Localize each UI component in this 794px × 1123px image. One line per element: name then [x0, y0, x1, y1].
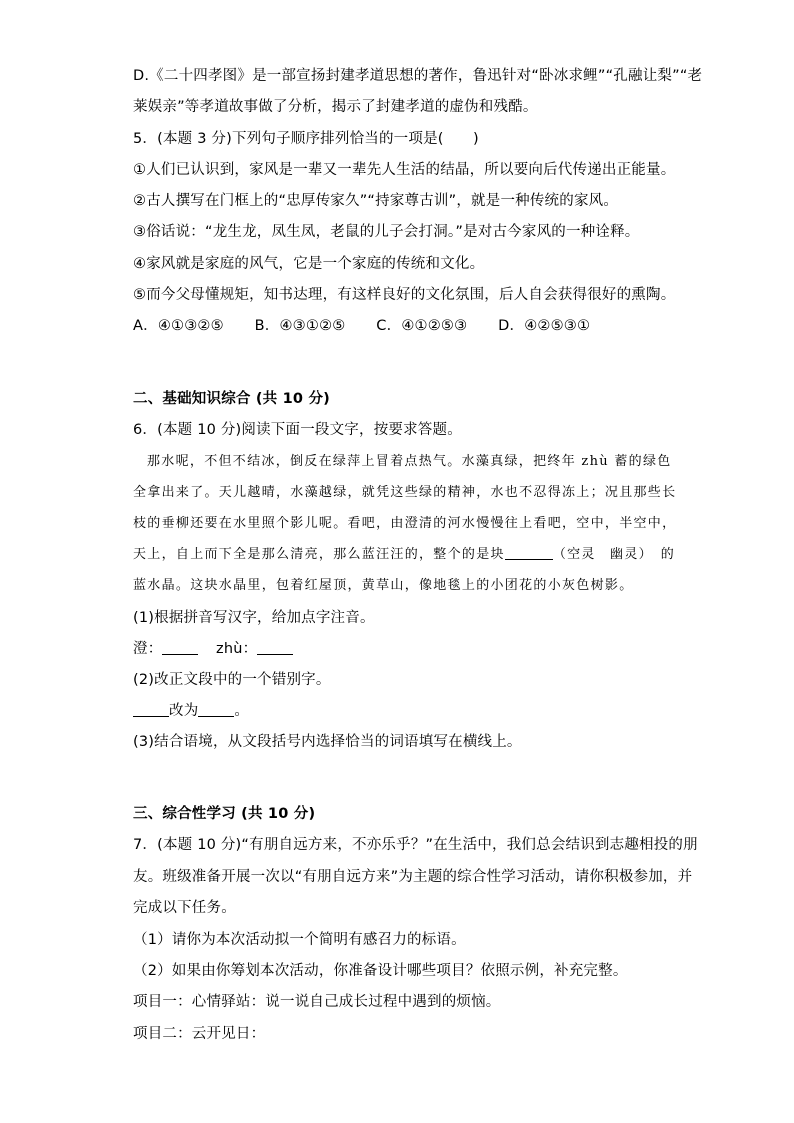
q7-stem-line1: 7．(本题 10 分)“有朋自远方来，不亦乐乎？”在生活中，我们总会结识到志趣相投的朋: [133, 837, 698, 853]
q7-task1: （1）请你为本次活动拟一个简明有感召力的标语。: [133, 932, 466, 948]
q6-sub2-blank-right[interactable]: [198, 702, 234, 717]
q6-sub2-answer: [133, 701, 249, 721]
q5-sentence-1: ①人们已认识到，家风是一辈又一辈先人生活的结晶，所以要向后代传递出正能量。: [133, 162, 676, 178]
q6-stem: 6．(本题 10 分)阅读下面一段文字，按要求答题。: [133, 422, 462, 438]
passage-line-1: 那水呢，不但不结冰，倒反在绿萍上冒着点热气。水藻真绿，把终年 zhù 蓄的绿色: [147, 454, 672, 469]
passage-line-4: [133, 539, 676, 570]
q7-stem-line3: 完成以下任务。: [133, 900, 236, 916]
passage-line-2: 全拿出来了。天儿越晴，水藻越绿，就凭这些绿的精神，水也不忍得冻上；况且那些长: [133, 485, 677, 500]
q5-option-d[interactable]: D．④②⑤③①: [498, 318, 591, 334]
q5-sentence-2: ②古人撰写在门框上的“忠厚传家久”“持家尊古训”，就是一种传统的家风。: [133, 193, 619, 209]
q6-sub1: (1)根据拼音写汉字，给加点字注音。: [133, 610, 375, 626]
section3-heading: 三、综合性学习 (共 10 分): [133, 806, 316, 822]
q6-sub2: (2)改正文段中的一个错别字。: [133, 672, 331, 688]
q5-option-c[interactable]: C．④①②⑤③: [376, 318, 468, 334]
q6-sub2-label: 改为: [169, 703, 199, 719]
q5-sentence-4: ④家风就是家庭的风气，它是一个家庭的传统和文化。: [133, 256, 485, 272]
q4-option-d-line2: 莱娱亲”等孝道故事做了分析，揭示了封建孝道的虚伪和残酷。: [133, 99, 538, 115]
q5-sentence-3: ③俗话说：“龙生龙，凤生凤，老鼠的儿子会打洞。”是对古今家风的一种诠释。: [133, 224, 640, 240]
q5-option-b[interactable]: B．④③①②⑤: [254, 318, 346, 334]
passage-line-4-choice: （空灵 幽灵） 的: [552, 547, 676, 562]
q6-passage: [133, 446, 677, 601]
passage-line-3: 枝的垂柳还要在水里照个影儿呢。看吧，由澄清的河水慢慢往上看吧，空中，半空中，: [133, 516, 677, 531]
q6-sub1-blank-a[interactable]: [162, 640, 198, 655]
q4-option-d-line1: D.《二十四孝图》是一部宣扬封建孝道思想的著作，鲁迅针对“卧冰求鲤”“孔融让梨”“老: [133, 68, 703, 84]
q7-item2: 项目二：云开见日：: [133, 1026, 266, 1042]
q7-stem-line2: 友。班级准备开展一次以“有朋自远方来”为主题的综合性学习活动，请你积极参加，并: [133, 869, 693, 885]
q7-task2: （2）如果由你筹划本次活动，你准备设计哪些项目？依照示例，补充完整。: [133, 963, 628, 979]
q6-sub1-blank-b[interactable]: [257, 640, 293, 655]
q6-sub1-label-a: 澄：: [133, 641, 163, 657]
q7-item1: 项目一：心情驿站：说一说自己成长过程中遇到的烦恼。: [133, 994, 501, 1010]
q6-sub1-answers: [133, 639, 293, 659]
q6-sub2-period: 。: [234, 703, 250, 719]
q5-sentence-5: ⑤而今父母懂规矩，知书达理，有这样良好的文化氛围，后人自会获得很好的熏陶。: [133, 287, 676, 303]
section2-heading: 二、基础知识综合 (共 10 分): [133, 391, 330, 407]
passage-line-4-text: 天上，自上而下全是那么清亮，那么蓝汪汪的，整个的是块: [133, 547, 505, 562]
q6-sub3: (3)结合语境，从文段括号内选择恰当的词语填写在横线上。: [133, 734, 522, 750]
passage-line-5: 蓝水晶。这块水晶里，包着红屋顶，黄草山，像地毯上的小团花的小灰色树影。: [133, 578, 634, 593]
q6-sub2-blank-wrong[interactable]: [133, 702, 169, 717]
q6-sub1-label-b: zhù：: [216, 641, 258, 657]
q5-option-a[interactable]: A．④①③②⑤: [133, 318, 224, 334]
passage-fill-blank[interactable]: [505, 545, 553, 560]
q5-options: [133, 316, 616, 336]
q5-stem: 5．(本题 3 分)下列句子顺序排列恰当的一项是( ): [133, 131, 479, 147]
